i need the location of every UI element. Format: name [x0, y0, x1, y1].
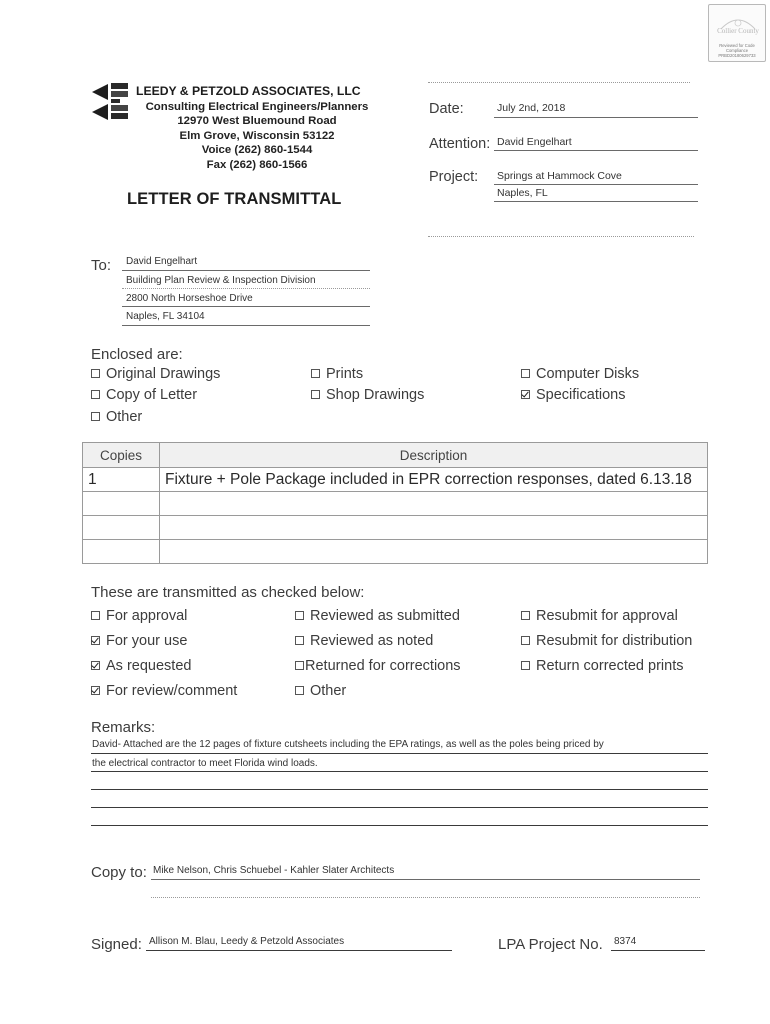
checkbox-checked[interactable] [91, 636, 100, 645]
to-underline [122, 288, 370, 289]
remarks-underline [91, 771, 708, 772]
project-no-label: LPA Project No. [498, 936, 603, 953]
remarks-underline [91, 753, 708, 754]
document-title: LETTER OF TRANSMITTAL [127, 190, 342, 208]
transmit-resubmit-for-distribution[interactable]: Resubmit for distribution [521, 633, 692, 649]
divider [428, 82, 690, 83]
copy-to-underline [151, 897, 700, 898]
transmit-for-your-use[interactable]: For your use [91, 633, 187, 649]
transmit-reviewed-as-noted[interactable]: Reviewed as noted [295, 633, 433, 649]
signed-underline [146, 950, 452, 951]
table-row [83, 492, 708, 516]
enclosed-specifications[interactable]: Specifications [521, 387, 625, 403]
checkbox-checked[interactable] [91, 661, 100, 670]
checkbox[interactable] [295, 611, 304, 620]
column-header-copies: Copies [83, 443, 160, 468]
project-field-line-1[interactable]: Springs at Hammock Cove [497, 170, 622, 182]
attention-field[interactable]: David Engelhart [497, 136, 572, 148]
enclosed-shop-drawings[interactable]: Shop Drawings [311, 387, 424, 403]
company-name: LEEDY & PETZOLD ASSOCIATES, LLC [136, 84, 361, 98]
enclosed-prints[interactable]: Prints [311, 366, 363, 382]
checkbox[interactable] [521, 611, 530, 620]
enclosed-other[interactable]: Other [91, 409, 142, 425]
checkbox[interactable] [311, 369, 320, 378]
checkbox[interactable] [521, 661, 530, 670]
remarks-heading: Remarks: [91, 719, 156, 736]
remarks-underline [91, 789, 708, 790]
checkbox[interactable] [521, 636, 530, 645]
transmit-for-approval[interactable]: For approval [91, 608, 187, 624]
table-row [83, 516, 708, 540]
enclosed-copy-of-letter[interactable]: Copy of Letter [91, 387, 197, 403]
enclosed-computer-disks[interactable]: Computer Disks [521, 366, 639, 382]
signed-label: Signed: [91, 936, 142, 953]
transmit-reviewed-as-submitted[interactable]: Reviewed as submitted [295, 608, 460, 624]
checkbox[interactable] [91, 390, 100, 399]
date-underline [494, 117, 698, 118]
attention-label: Attention: [429, 136, 491, 152]
to-line-3[interactable]: 2800 North Horseshoe Drive [126, 293, 253, 304]
enclosed-heading: Enclosed are: [91, 346, 183, 363]
divider [428, 236, 694, 237]
signed-field[interactable]: Allison M. Blau, Leedy & Petzold Associates [149, 936, 345, 947]
project-no-underline [611, 950, 705, 951]
company-address: Consulting Electrical Engineers/Planners 12970 West Bluemound Road Elm Grove, Wisconsin 53122 Voice (262) 860-1544 Fax (262) 860-1566 [145, 101, 369, 171]
project-field-line-2[interactable]: Naples, FL [497, 187, 548, 199]
transmit-return-corrected-prints[interactable]: Return corrected prints [521, 658, 683, 674]
transmit-returned-for-corrections[interactable]: Returned for corrections [295, 658, 461, 674]
transmit-as-requested[interactable]: As requested [91, 658, 191, 674]
to-line-1[interactable]: David Engelhart [126, 256, 198, 267]
column-header-description: Description [160, 443, 708, 468]
to-underline [122, 270, 370, 271]
enclosed-original-drawings[interactable]: Original Drawings [91, 366, 220, 382]
date-field[interactable]: July 2nd, 2018 [497, 102, 566, 114]
checkbox[interactable] [91, 412, 100, 421]
transmittal-table [82, 442, 708, 564]
remarks-line-1[interactable]: David- Attached are the 12 pages of fixture cutsheets including the EPA ratings, as well as the poles being priced by [92, 739, 604, 750]
table-header-row [83, 443, 708, 468]
checkbox[interactable] [311, 390, 320, 399]
county-seal-icon [715, 9, 761, 39]
remarks-line-2[interactable]: the electrical contractor to meet Florida wind loads. [92, 758, 318, 769]
checkbox[interactable] [295, 636, 304, 645]
to-line-2[interactable]: Building Plan Review & Inspection Division [126, 275, 316, 286]
review-stamp [708, 4, 766, 62]
to-label: To: [91, 257, 112, 274]
copies-cell[interactable]: 1 [83, 468, 160, 492]
description-cell[interactable] [160, 516, 708, 540]
checkbox[interactable] [91, 369, 100, 378]
project-underline-1 [494, 184, 698, 185]
date-label: Date: [429, 101, 464, 117]
description-cell[interactable] [160, 540, 708, 564]
remarks-underline [91, 825, 708, 826]
copy-to-underline [151, 879, 700, 880]
transmitted-heading: These are transmitted as checked below: [91, 584, 365, 601]
description-cell[interactable]: Fixture + Pole Package included in EPR correction responses, dated 6.13.18 [160, 468, 708, 492]
to-underline [122, 306, 370, 307]
copy-to-field[interactable]: Mike Nelson, Chris Schuebel - Kahler Slater Architects [153, 865, 395, 876]
description-cell[interactable] [160, 492, 708, 516]
copies-cell[interactable] [83, 516, 160, 540]
table-row [83, 468, 708, 492]
project-no-field[interactable]: 8374 [614, 936, 637, 947]
checkbox-checked[interactable] [91, 686, 100, 695]
to-line-4[interactable]: Naples, FL 34104 [126, 311, 205, 322]
transmit-other[interactable]: Other [295, 683, 346, 699]
attention-underline [494, 150, 698, 151]
copies-cell[interactable] [83, 540, 160, 564]
remarks-underline [91, 807, 708, 808]
project-underline-2 [494, 201, 698, 202]
checkbox[interactable] [295, 661, 304, 670]
project-label: Project: [429, 169, 479, 185]
table-row [83, 540, 708, 564]
stamp-brand: Collier County [717, 27, 759, 35]
transmit-resubmit-for-approval[interactable]: Resubmit for approval [521, 608, 678, 624]
checkbox[interactable] [521, 369, 530, 378]
transmit-for-review-comment[interactable]: For review/comment [91, 683, 237, 699]
company-logo-icon [92, 82, 132, 124]
copy-to-label: Copy to: [91, 864, 147, 881]
checkbox[interactable] [295, 686, 304, 695]
checkbox-checked[interactable] [521, 390, 530, 399]
checkbox[interactable] [91, 611, 100, 620]
to-underline [122, 325, 370, 326]
copies-cell[interactable] [83, 492, 160, 516]
stamp-text: Reviewed for Code Compliance PRBD20180629733 [718, 43, 756, 59]
